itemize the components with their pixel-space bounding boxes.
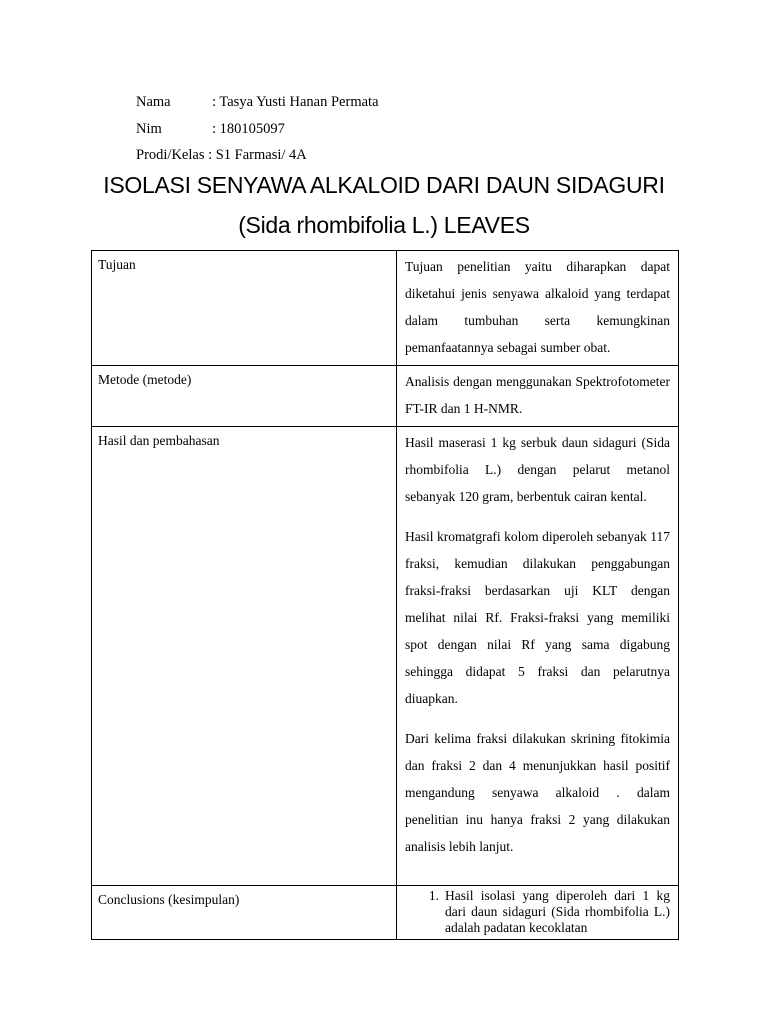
conclusion-number: 1.: [428, 888, 439, 903]
tujuan-text: Tujuan penelitian yaitu diharapkan dapat diketahui jenis senyawa alkaloid yang terdapat dalam tumbuhan serta kemungkinan pemanfaatannya sebagai sumber obat.: [405, 259, 670, 355]
nama-label: Nama: [136, 94, 171, 110]
hasil-paragraph-2: Hasil kromatgrafi kolom diperoleh sebanyak 117 fraksi, kemudian dilakukan penggabungan fraksi-fraksi berdasarkan uji KLT dengan melihat nilai Rf. Fraksi-fraksi yang memiliki spot dengan nilai Rf yang sama digabung sehingga didapat 5 fraksi dan pelarutnya diuapkan.: [405, 529, 670, 706]
summary-table: [91, 250, 679, 940]
conclusion-text: Hasil isolasi yang diperoleh dari 1 kg dari daun sidaguri (Sida rhombifolia L.) adalah padatan kecoklatan: [445, 888, 670, 935]
nim-line: [136, 120, 285, 138]
nama-value: : Tasya Yusti Hanan Permata: [212, 94, 379, 110]
hasil-cell: [397, 427, 679, 886]
tujuan-label: Tujuan: [92, 251, 397, 366]
list-item: [397, 886, 670, 936]
prodi-value: : S1 Farmasi/ 4A: [208, 147, 307, 163]
conclusions-label: Conclusions (kesimpulan): [92, 886, 397, 940]
prodi-label: Prodi/Kelas: [136, 147, 205, 163]
table-row-metode: [92, 366, 679, 427]
hasil-label: Hasil dan pembahasan: [92, 427, 397, 886]
document-title-line1: ISOLASI SENYAWA ALKALOID DARI DAUN SIDAGURI: [103, 172, 665, 198]
hasil-paragraph-3: Dari kelima fraksi dilakukan skrining fitokimia dan fraksi 2 dan 4 menunjukkan hasil positif mengandung senyawa alkaloid . dalam penelitian inu hanya fraksi 2 yang dilakukan analisis lebih lanjut.: [405, 731, 670, 854]
metode-label: Metode (metode): [92, 366, 397, 427]
nim-label: Nim: [136, 121, 162, 137]
hasil-paragraph-1: Hasil maserasi 1 kg serbuk daun sidaguri (Sida rhombifolia L.) dengan pelarut metanol sebanyak 120 gram, berbentuk cairan kental.: [405, 435, 670, 504]
table-row-tujuan: [92, 251, 679, 366]
conclusions-list: [397, 886, 670, 936]
prodi-line: [136, 146, 307, 164]
nama-line: [136, 93, 379, 111]
table-row-hasil: [92, 427, 679, 886]
tujuan-cell: [397, 251, 679, 366]
conclusions-cell: [397, 886, 679, 940]
table-row-conclusions: [92, 886, 679, 940]
metode-cell: [397, 366, 679, 427]
metode-text: Analisis dengan menggunakan Spektrofotometer FT-IR dan 1 H-NMR.: [405, 374, 670, 416]
nim-value: : 180105097: [212, 121, 285, 137]
document-title-line2: (Sida rhombifolia L.) LEAVES: [238, 212, 530, 238]
